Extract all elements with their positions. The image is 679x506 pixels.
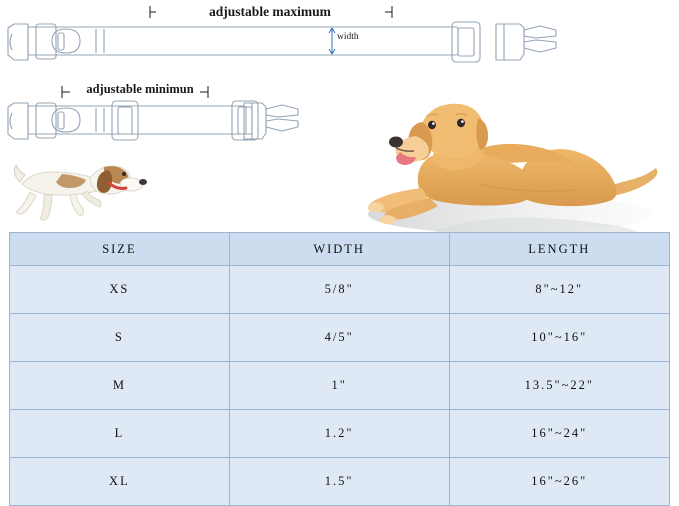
cell-width: 1": [229, 362, 449, 410]
table-row: [10, 362, 670, 410]
adjustable-minimum-label: adjustable minimun: [86, 82, 194, 96]
lying-dog-illustration: [360, 92, 672, 242]
width-label: width: [337, 32, 359, 42]
table-row: [10, 314, 670, 362]
cell-width: 1.5": [229, 458, 449, 506]
cell-length: 8"~12": [449, 266, 669, 314]
cell-size: XL: [10, 458, 230, 506]
table-header-row: [10, 233, 670, 266]
cell-length: 16"~24": [449, 410, 669, 458]
cell-width: 4/5": [229, 314, 449, 362]
cell-length: 16"~26": [449, 458, 669, 506]
table-row: [10, 458, 670, 506]
cell-length: 13.5"~22": [449, 362, 669, 410]
table-row: [10, 266, 670, 314]
size-table: [9, 232, 670, 506]
column-header-width: WIDTH: [229, 233, 449, 266]
column-header-size: SIZE: [10, 233, 230, 266]
cell-length: 10"~16": [449, 314, 669, 362]
cell-width: 5/8": [229, 266, 449, 314]
cell-width: 1.2": [229, 410, 449, 458]
cell-size: M: [10, 362, 230, 410]
cell-size: L: [10, 410, 230, 458]
cell-size: S: [10, 314, 230, 362]
table-row: [10, 410, 670, 458]
adjustable-maximum-label: adjustable maximum: [209, 4, 331, 19]
cell-size: XS: [10, 266, 230, 314]
column-header-length: LENGTH: [449, 233, 669, 266]
running-dog-illustration: [8, 152, 150, 232]
